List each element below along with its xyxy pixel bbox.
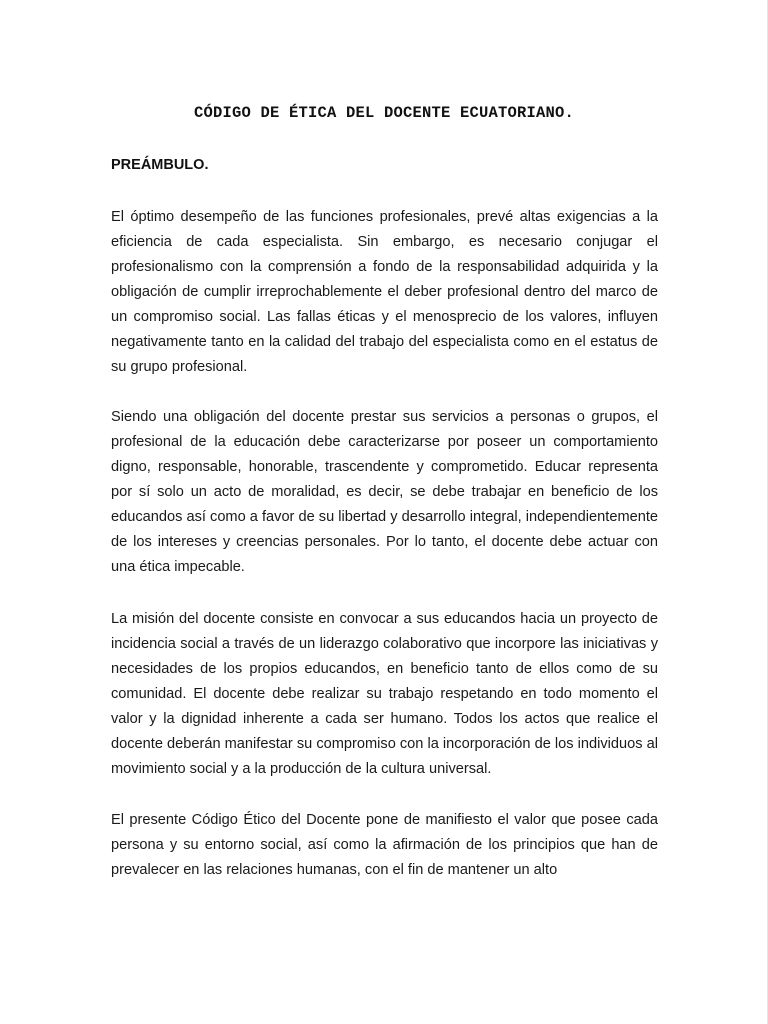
paragraph-2: Siendo una obligación del docente prestar sus servicios a personas o grupos, el profesional de la educación debe caracterizarse por poseer un comportamiento digno, responsable, honorable, trascendente y comprometido. Educar representa por sí solo un acto de moralidad, es decir, se debe trabajar en beneficio de los educandos así como a favor de su libertad y desarrollo integral, independientemente de los intereses y creencias personales. Por lo tanto, el docente debe actuar con una ética impecable. [111,409,658,575]
document-title: CÓDIGO DE ÉTICA DEL DOCENTE ECUATORIANO. [193,104,575,122]
paragraph-3: La misión del docente consiste en convocar a sus educandos hacia un proyecto de incidencia social a través de un liderazgo colaborativo que incorpore las iniciativas y necesidades de los propios educandos, en beneficio tanto de ellos como de su comunidad. El docente debe realizar su trabajo respetando en todo momento el valor y la dignidad inherente a cada ser humano. Todos los actos que realice el docente deberán manifestar su compromiso con la incorporación de los individuos al movimiento social y a la producción de la cultura universal. [111,611,658,777]
paragraph-1: El óptimo desempeño de las funciones profesionales, prevé altas exigencias a la eficiencia de cada especialista. Sin embargo, es necesario conjugar el profesionalismo con la comprensión a fondo de la responsabilidad adquirida y la obligación de cumplir irreprochablemente el deber profesional dentro del marco de un compromiso social. Las fallas éticas y el menosprecio de los valores, influyen negativamente tanto en la calidad del trabajo del especialista como en el estatus de su grupo profesional. [111,209,658,375]
paragraph-4: El presente Código Ético del Docente pone de manifiesto el valor que posee cada persona y su entorno social, así como la afirmación de los principios que han de prevalecer en las relaciones humanas, con el fin de mantener un alto [111,812,658,878]
section-heading-preambulo: PREÁMBULO. [111,157,209,173]
